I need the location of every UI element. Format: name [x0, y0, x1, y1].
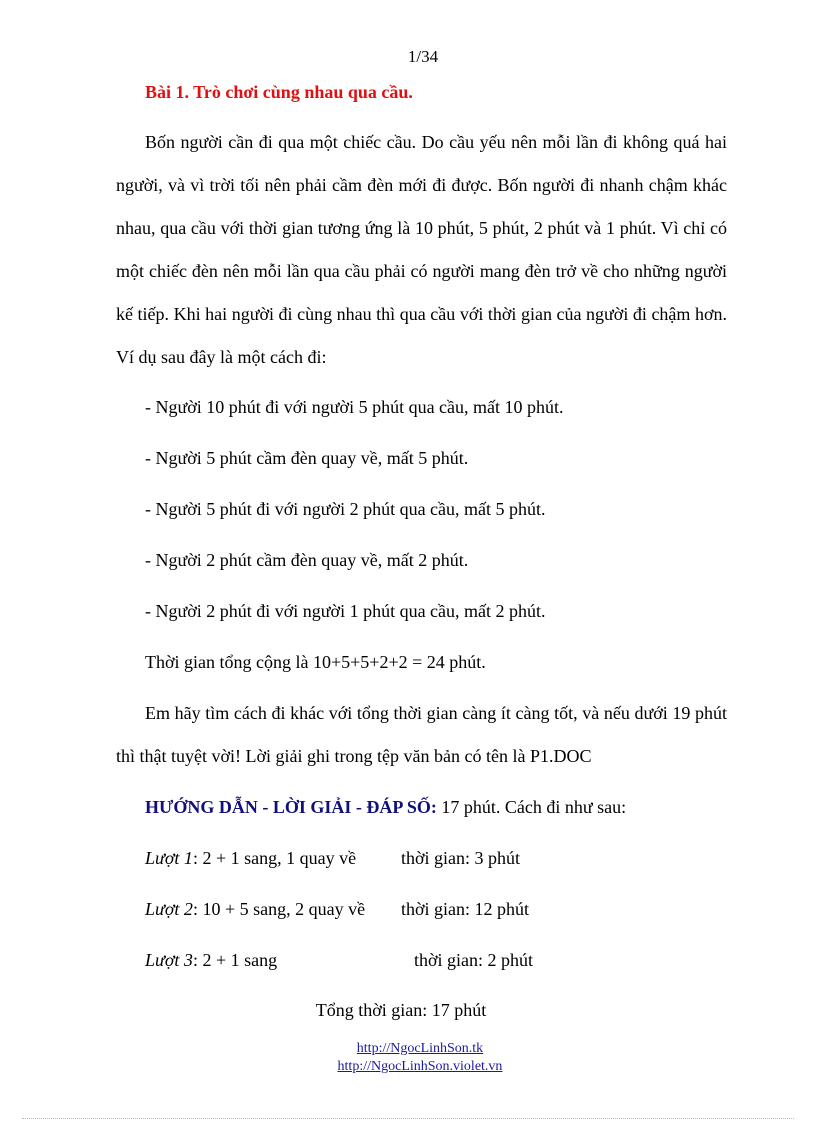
turn-2 [145, 899, 365, 920]
turn-1-label: Lượt 1 [145, 848, 193, 868]
guide-heading: HƯỚNG DẪN - LỜI GIẢI - ĐÁP SỐ: [145, 797, 437, 817]
guide-line [145, 797, 626, 818]
turn-2-label: Lượt 2 [145, 899, 193, 919]
footer-link-tk[interactable]: http://NgocLinhSon.tk [356, 1041, 484, 1056]
intro-paragraph: Bốn người cần đi qua một chiếc cầu. Do cầu yếu nên mỗi lần đi không quá hai người, và vì trời tối nên phải cầm đèn mới đi được. Bốn người đi nhanh chậm khác nhau, qua cầu với thời gian tương ứng là 10 phút, 5 phút, 2 phút và 1 phút. Vì chỉ có một chiếc đèn nên mỗi lần qua cầu phải có người mang đèn trở về cho những người kế tiếp. Khi hai người đi cùng nhau thì qua cầu với thời gian của người đi chậm hơn. Ví dụ sau đây là một cách đi: [116, 132, 727, 367]
guide-answer: 17 phút. Cách đi như sau: [436, 797, 627, 817]
turn-1 [145, 848, 356, 869]
page-bottom-divider [22, 1118, 794, 1119]
turn-1-action: : 2 + 1 sang, 1 quay về [192, 848, 357, 868]
turn-1-time: thời gian: 3 phút [401, 848, 521, 868]
step-1: - Người 10 phút đi với người 5 phút qua cầu, mất 10 phút. [145, 397, 564, 417]
turn-3 [145, 950, 277, 971]
turn-2-time: thời gian: 12 phút [401, 899, 530, 919]
step-2: - Người 5 phút cầm đèn quay về, mất 5 phút. [145, 448, 469, 468]
step-3: - Người 5 phút đi với người 2 phút qua cầu, mất 5 phút. [145, 499, 546, 519]
turn-3-label: Lượt 3 [145, 950, 193, 970]
total-example: Thời gian tổng cộng là 10+5+5+2+2 = 24 phút. [145, 652, 486, 672]
turn-2-action: : 10 + 5 sang, 2 quay về [192, 899, 366, 919]
turn-3-time: thời gian: 2 phút [414, 950, 534, 970]
task-paragraph: Em hãy tìm cách đi khác với tổng thời gian càng ít càng tốt, và nếu dưới 19 phút thì thật tuyệt vời! Lời giải ghi trong tệp văn bản có tên là P1.DOC [116, 703, 727, 766]
step-5: - Người 2 phút đi với người 1 phút qua cầu, mất 2 phút. [145, 601, 546, 621]
turn-3-action: : 2 + 1 sang [192, 950, 278, 970]
exercise-title: Bài 1. Trò chơi cùng nhau qua cầu. [145, 82, 413, 102]
page-number: 1/34 [407, 47, 439, 66]
step-4: - Người 2 phút cầm đèn quay về, mất 2 phút. [145, 550, 469, 570]
footer-link-violet[interactable]: http://NgocLinhSon.violet.vn [337, 1059, 503, 1074]
total-time: Tổng thời gian: 17 phút [315, 1000, 487, 1020]
